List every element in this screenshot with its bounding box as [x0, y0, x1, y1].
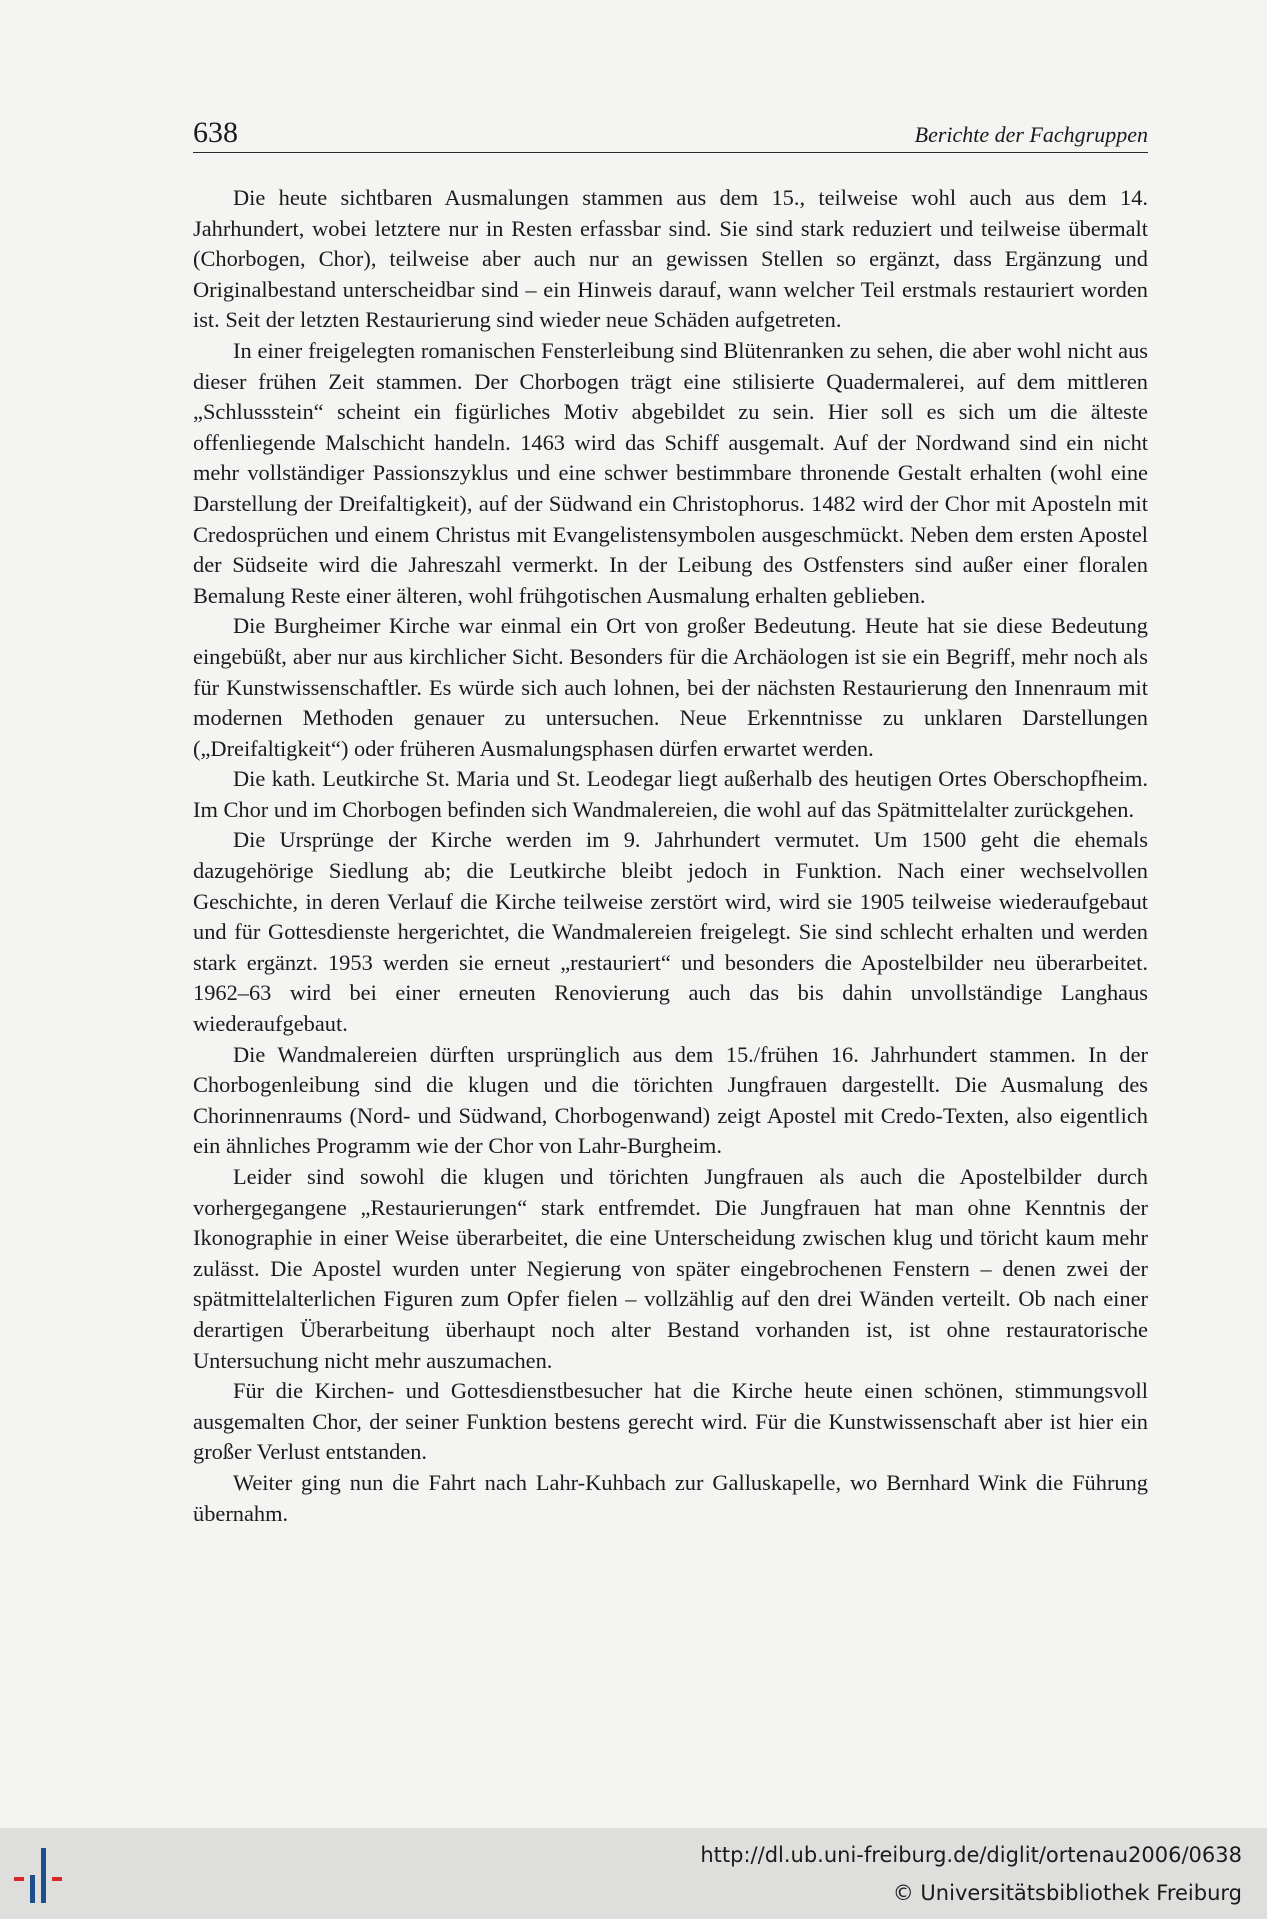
ub-freiburg-logo-icon[interactable]: [14, 1842, 80, 1908]
paragraph: Die Wandmalereien dürften ursprünglich aus dem 15./frühen 16. Jahrhundert stammen. In der Chorbogenleibung sind die klugen und die törichten Jungfrauen dargestellt. Die Ausmalung des Chorinnenraums (Nord- und Südwand, Chorbogenwand) zeigt Apostel mit Credo-Texten, also eigentlich ein ähnliches Programm wie der Chor von Lahr-Burgheim.: [193, 1041, 1148, 1159]
paragraph: In einer freigelegten romanischen Fensterleibung sind Blütenranken zu sehen, die aber wohl nicht aus dieser frühen Zeit stammen. Der Chorbogen trägt eine stilisierte Quadermalerei, auf dem mittleren „Schlussstein“ scheint ein figürliches Motiv abgebildet zu sein. Hier soll es sich um die älteste offenliegende Malschicht handeln. 1463 wird das Schiff ausgemalt. Auf der Nordwand sind ein nicht mehr vollständiger Passionszyklus und eine schwer bestimmbare thronende Gestalt erhalten (wohl eine Darstellung der Dreifaltigkeit), auf der Südwand ein Christophorus. 1482 wird der Chor mit Aposteln mit Credosprüchen und einem Christus mit Evangelistensymbolen ausgeschmückt. Neben dem ersten Apostel der Südseite wird die Jahreszahl vermerkt. In der Leibung des Ostfensters sind außer einer floralen Bemalung Reste einer älteren, wohl frühgotischen Ausmalung erhalten geblieben.: [193, 337, 1148, 608]
page-header: [193, 112, 1148, 153]
paragraph: Weiter ging nun die Fahrt nach Lahr-Kuhbach zur Galluskapelle, wo Bernhard Wink die Führung übernahm.: [193, 1469, 1148, 1526]
paragraph: Für die Kirchen- und Gottesdienstbesucher hat die Kirche heute einen schönen, stimmungsvoll ausgemalten Chor, der seiner Funktion bestens gerecht wird. Für die Kunstwissenschaft aber ist hier ein großer Verlust entstanden.: [193, 1378, 1148, 1465]
permalink-url[interactable]: http://dl.ub.uni-freiburg.de/diglit/ortenau2006/0638: [700, 1843, 1242, 1867]
paragraph: Leider sind sowohl die klugen und törichten Jungfrauen als auch die Apostelbilder durch vorhergegangene „Restaurierungen“ stark entfremdet. Die Jungfrauen hat man ohne Kenntnis der Ikonographie in einer Weise überarbeitet, die eine Unterscheidung zwischen klug und töricht kaum mehr zulässt. Die Apostel wurden unter Negierung von später eingebrochenen Fenstern – denen zwei der spätmittelalterlichen Figuren zum Opfer fielen – vollzählig auf den drei Wänden verteilt. Ob nach einer derartigen Überarbeitung überhaupt noch alter Bestand vorhanden ist, ist ohne restauratorische Untersuchung nicht mehr auszumachen.: [193, 1164, 1148, 1373]
paragraph: Die Ursprünge der Kirche werden im 9. Jahrhundert vermutet. Um 1500 geht die ehemals dazugehörige Siedlung ab; die Leutkirche bleibt jedoch in Funktion. Nach einer wechselvollen Geschichte, in deren Verlauf die Kirche teilweise zerstört wird, wird sie 1905 teilweise wiederaufgebaut und für Gottesdienste hergerichtet, die Wandmalereien freigelegt. Sie sind schlecht erhalten und werden stark ergänzt. 1953 werden sie erneut „restauriert“ und besonders die Apostelbilder neu überarbeitet. 1962–63 wird bei einer erneuten Renovierung auch das bis dahin unvollständige Langhaus wiederaufgebaut.: [193, 827, 1148, 1037]
viewer-footer: [0, 1828, 1267, 1919]
paragraph: Die heute sichtbaren Ausmalungen stammen aus dem 15., teilweise wohl auch aus dem 14. Jahrhundert, wobei letztere nur in Resten erfassbar sind. Sie sind stark reduziert und teilweise übermalt (Chorbogen, Chor), teilweise aber auch nur an gewissen Stellen so ergänzt, dass Ergänzung und Originalbestand unterscheidbar sind – ein Hinweis darauf, wann welcher Teil erstmals restauriert worden ist. Seit der letzten Restaurierung sind wieder neue Schäden aufgetreten.: [193, 185, 1148, 333]
paragraph: Die kath. Leutkirche St. Maria und St. Leodegar liegt außerhalb des heutigen Ortes Oberschopfheim. Im Chor und im Chorbogen befinden sich Wandmalereien, die wohl auf das Spätmittelalter zurückgehen.: [193, 766, 1148, 822]
paragraph: Die Burgheimer Kirche war einmal ein Ort von großer Bedeutung. Heute hat sie diese Bedeutung eingebüßt, aber nur aus kirchlicher Sicht. Besonders für die Archäologen ist sie ein Begriff, mehr noch als für Kunstwissenschaftler. Es würde sich auch lohnen, bei der nächsten Restaurierung den Innenraum mit modernen Methoden genauer zu untersuchen. Neue Erkenntnisse zu unklaren Darstellungen („Dreifaltigkeit“) oder früheren Ausmalungsphasen dürfen erwartet werden.: [193, 613, 1148, 761]
copyright-notice: © Universitätsbibliothek Freiburg: [892, 1881, 1242, 1905]
page-number: 638: [193, 116, 238, 149]
running-head: Berichte der Fachgruppen: [914, 122, 1148, 147]
body-text: [193, 183, 1148, 1529]
